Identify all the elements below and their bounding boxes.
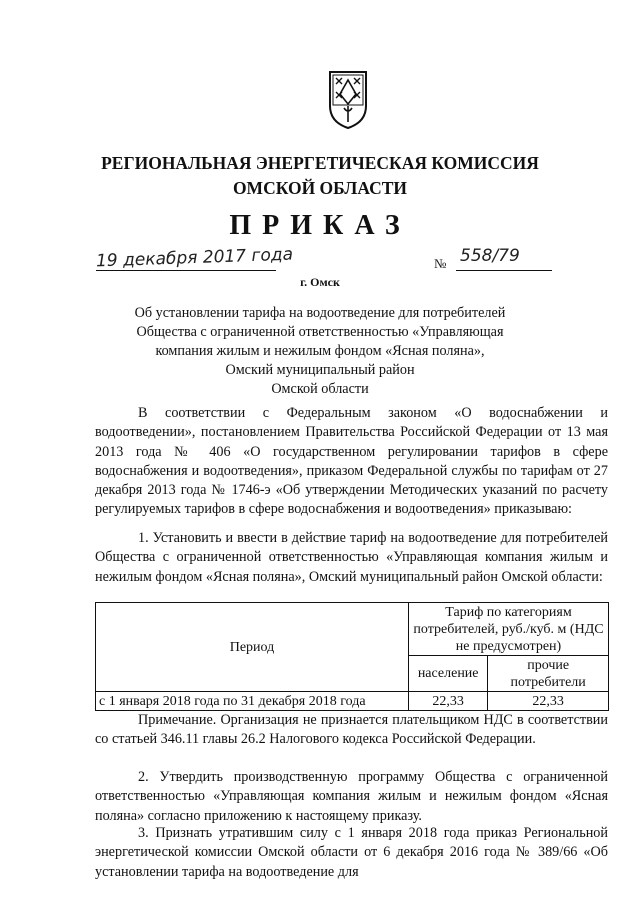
document-title: ПРИКАЗ <box>229 210 411 241</box>
tariff-table <box>95 602 609 711</box>
item-3-text: 3. Признать утратившим силу с 1 января 2018 года приказ Региональной энергетической комиссии Омской области от 6 декабря 2016 года № 389/66 «Об установлении тарифа на водоотведение для <box>95 825 608 880</box>
subject-line: компания жилым и нежилым фондом «Ясная поляна», <box>155 343 485 359</box>
column-tariff-header: Тариф по категориям потребителей, руб./куб. м (НДС не предусмотрен) <box>409 603 609 656</box>
item-2-text: 2. Утвердить производственную программу Общества с ограниченной ответственностью «Управляющая компания жилым и нежилым фондом «Ясная поляна» согласно приложению к настоящему приказу. <box>95 769 608 824</box>
date-underline <box>96 270 276 271</box>
cell-population-tariff: 22,33 <box>409 692 488 711</box>
number-sign: № <box>434 256 447 271</box>
note-text: Примечание. Организация не признается плательщиком НДС в соответствии со статьей 346.11 главы 26.2 Налогового кодекса Российской Федерации. <box>95 712 608 748</box>
preamble-paragraph <box>95 404 608 520</box>
column-period-header: Период <box>96 603 409 692</box>
city-label: г. Омск <box>300 275 340 289</box>
subject-line: Омский муниципальный район <box>225 362 415 378</box>
cell-period: с 1 января 2018 года по 31 декабря 2018 года <box>96 692 409 711</box>
coat-of-arms-emblem <box>326 68 370 130</box>
table-row <box>96 692 609 711</box>
subject-line: Об установлении тарифа на водоотведение для потребителей <box>134 305 506 321</box>
item-3-paragraph <box>95 824 608 882</box>
column-population-header: население <box>409 656 488 692</box>
column-other-header: прочие потребители <box>488 656 609 692</box>
item-2-paragraph <box>95 768 608 826</box>
item-1-text: 1. Установить и ввести в действие тариф на водоотведение для потребителей Общества с ограниченной ответственностью «Управляющая компания жилым и нежилым фондом «Ясная поляна», Омский муниципальный район Омской области: <box>95 530 608 585</box>
number-underline <box>456 270 552 271</box>
item-1-paragraph <box>95 529 608 587</box>
cell-other-tariff: 22,33 <box>488 692 609 711</box>
handwritten-date: 19 декабря 2017 года <box>95 244 294 272</box>
subject-line: Общества с ограниченной ответственностью «Управляющая <box>136 324 504 340</box>
organization-region: ОМСКОЙ ОБЛАСТИ <box>232 178 408 198</box>
preamble-text: В соответствии с Федеральным законом «О водоснабжении и водоотведении», постановлением Правительства Российской Федерации от 13 мая 2013 года № 406 «О государственном регулировании тарифов в сфере водоснабжения и водоотведения», приказом Федеральной службы по тарифам от 27 декабря 2013 года № 1746-э «Об утверждении Методических указаний по расчету регулируемых тарифов в сфере водоснабжения и водоотведения» приказываю: <box>95 405 608 518</box>
handwritten-number: 558/79 <box>460 246 520 266</box>
subject-line: Омской области <box>271 381 369 397</box>
note-paragraph <box>95 711 608 750</box>
organization-name: РЕГИОНАЛЬНАЯ ЭНЕРГЕТИЧЕСКАЯ КОМИССИЯ <box>101 153 539 173</box>
order-subject <box>0 304 640 399</box>
